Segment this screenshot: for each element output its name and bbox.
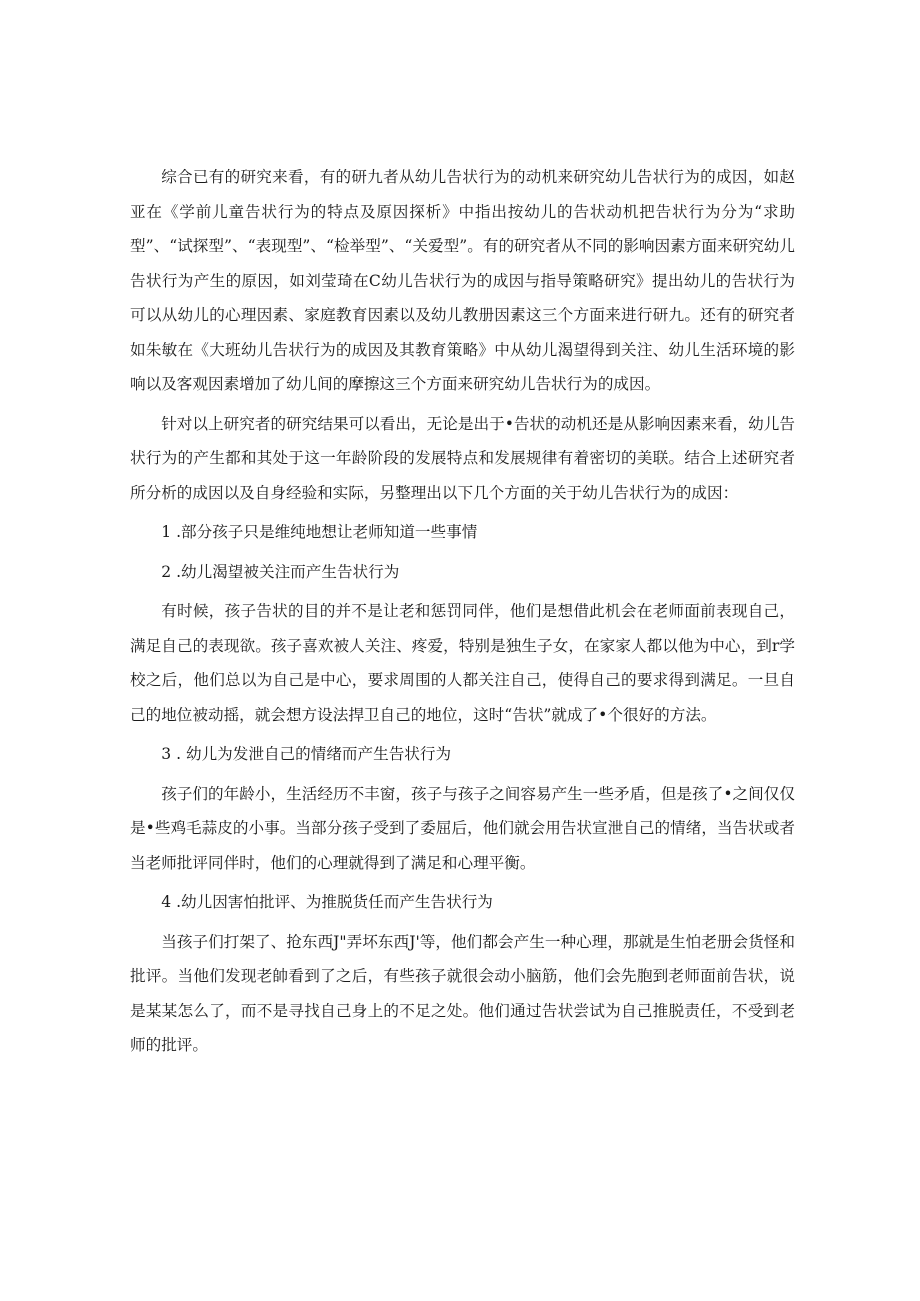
section-heading-1: 1 .部分孩子只是维纯地想让老师知道一些事情 — [161, 523, 478, 541]
paragraph-attention: 有时候，孩子告状的目的并不是让老和惩罚同伴，他们是想借此机会在老师面前表现自己，满足自己的表现欲。孩子喜欢被人关注、疼爱，特别是独生子女，在家家人都以他为中心，到r学校之后，他们总以为自己是中心，要求周围的人都关注自己，使得自己的要求得到满足。一旦自己的地位被动摇，就会想方设法捍卫自己的地位，这时“告状”就成了•个很好的方法。 — [130, 602, 795, 724]
section-heading-3: 3 . 幼儿为发泄自己的情绪而产生告状行为 — [161, 745, 452, 763]
section-heading-4: 4 .幼儿因害怕批评、为推脱货任而产生告状行为 — [161, 893, 493, 911]
paragraph-emotion: 孩子们的年龄小，生活经历不丰窗，孩子与孩子之间容易产生一些矛盾，但是孩了•之间仅仅是•些鸡毛蒜皮的小事。当部分孩子受到了委屈后，他们就会用告状宣泄自己的情绪，当告状或者当老师批评同伴时，他们的心理就得到了满足和心理平衡。 — [130, 784, 795, 872]
paragraph-intro: 综合已有的研究来看，有的研九者从幼儿告状行为的动机来研究幼儿告状行为的成因，如赵亚在《学前儿童告状行为的特点及原因探析》中指出按幼儿的告状动机把告状行为分为“求助型”、“试探型”、“表现型”、“检举型”、“关爱型”。有的研究者从不同的影响因素方面来研究幼儿告状行为产生的原因，如刘莹琦在C幼儿告状行为的成因与指导策略研究》提出幼儿的告状行为可以从幼儿的心理因素、家庭教育因素以及幼儿教册因素这三个方面来进行研九。还有的研究者如朱敏在《大班幼儿告状行为的成因及其教育策略》中从幼儿渴望得到关注、幼儿生活环境的影响以及客观因素增加了幼儿间的摩擦这三个方面来研究幼儿告状行为的成因。 — [130, 168, 795, 393]
section-heading-2: 2 .幼儿渴望被关注而产生告状行为 — [161, 562, 400, 581]
document-body — [130, 160, 795, 1068]
paragraph-summary: 针对以上研究者的研究结果可以看出，无论是出于•告状的动机还是从影响因素来看，幼儿告状行为的产生都和其处于这一年龄阶段的发展特点和发展规律有着密切的美联。结合上述研究者所分析的成因以及自身经验和实际，另整理出以下几个方面的关于幼儿告状行为的成因： — [130, 414, 795, 502]
paragraph-blame: 当孩子们打架了、抢东西J"弄坏东西J'等，他们都会产生一种心理，那就是生怕老册会货怪和批评。当他们发现老帥看到了之后，有些孩子就很会动小脑筋，他们会先胞到老师面前告状，说是某某怎么了，而不是寻找自己身上的不足之处。他们通过告状尝试为自己推脱责任，不受到老师的批评。 — [130, 932, 795, 1054]
